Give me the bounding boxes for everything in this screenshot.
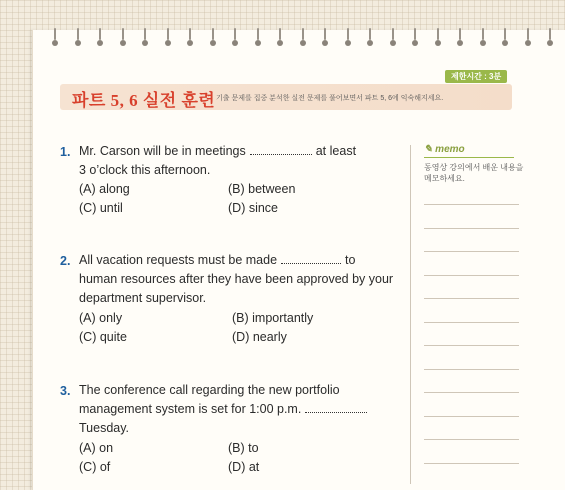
answer-blank (305, 401, 367, 413)
binder-hole (210, 40, 216, 46)
question-3-text: The conference call regarding the new portfolio management system is set for 1:00 p.m. Tuesday. (79, 381, 371, 438)
question-number: 2. (60, 254, 71, 268)
binder-ring (392, 28, 394, 40)
part-description: 기출 문제를 집중 분석한 실전 문제를 풀어보면서 파트 5, 6에 익숙해지세요. (216, 95, 444, 102)
binder-ring (257, 28, 259, 40)
binder-ring (369, 28, 371, 40)
binder-hole (165, 40, 171, 46)
option-b[interactable]: (B) to (228, 441, 259, 455)
memo-line[interactable] (424, 439, 519, 440)
binder-ring (99, 28, 101, 40)
memo-title: ✎ memo (424, 144, 465, 155)
binder-hole (232, 40, 238, 46)
binder-ring (54, 28, 56, 40)
memo-title-underline (424, 157, 514, 158)
memo-line[interactable] (424, 204, 519, 205)
pencil-icon: ✎ (424, 144, 433, 155)
binder-ring (77, 28, 79, 40)
binder-ring (144, 28, 146, 40)
option-a[interactable]: (A) only (79, 311, 123, 325)
memo-description: 동영상 강의에서 배운 내용을 메모하세요. (424, 163, 524, 183)
binder-hole (390, 40, 396, 46)
memo-line[interactable] (424, 416, 519, 417)
memo-divider (410, 145, 411, 484)
option-c[interactable]: (C) until (79, 201, 123, 215)
memo-line[interactable] (424, 251, 519, 252)
binder-hole (502, 40, 508, 46)
binder-ring (549, 28, 551, 40)
binder-hole (52, 40, 58, 46)
binder-ring (302, 28, 304, 40)
binder-rings (0, 0, 565, 50)
binder-hole (525, 40, 531, 46)
binder-ring (414, 28, 416, 40)
binder-hole (142, 40, 148, 46)
binder-ring (504, 28, 506, 40)
binder-ring (122, 28, 124, 40)
binder-ring (234, 28, 236, 40)
option-d[interactable]: (D) since (228, 201, 279, 215)
binder-hole (547, 40, 553, 46)
binder-ring (459, 28, 461, 40)
binder-hole (255, 40, 261, 46)
option-b[interactable]: (B) between (228, 182, 296, 196)
option-a[interactable]: (A) on (79, 441, 114, 455)
binder-hole (120, 40, 126, 46)
memo-line[interactable] (424, 228, 519, 229)
part-title: 파트 5, 6 실전 훈련 (72, 91, 216, 110)
binder-hole (187, 40, 193, 46)
binder-ring (279, 28, 281, 40)
binder-hole (277, 40, 283, 46)
memo-line[interactable] (424, 345, 519, 346)
answer-blank (281, 252, 341, 264)
binder-ring (189, 28, 191, 40)
binder-ring (482, 28, 484, 40)
binder-hole (480, 40, 486, 46)
option-d[interactable]: (D) nearly (232, 330, 287, 344)
memo-line[interactable] (424, 463, 519, 464)
binder-ring (212, 28, 214, 40)
option-c[interactable]: (C) of (79, 460, 111, 474)
binder-hole (457, 40, 463, 46)
binder-ring (324, 28, 326, 40)
memo-line[interactable] (424, 298, 519, 299)
option-d[interactable]: (D) at (228, 460, 260, 474)
option-b[interactable]: (B) importantly (232, 311, 314, 325)
binder-ring (437, 28, 439, 40)
binder-hole (412, 40, 418, 46)
option-a[interactable]: (A) along (79, 182, 130, 196)
binder-hole (97, 40, 103, 46)
binder-hole (367, 40, 373, 46)
binder-hole (300, 40, 306, 46)
question-2-text: All vacation requests must be made to human resources after they have been approved by your department supervisor. (79, 253, 394, 305)
binder-hole (322, 40, 328, 46)
option-c[interactable]: (C) quite (79, 330, 127, 344)
time-limit-badge: 제한시간 : 3분 (445, 70, 507, 83)
memo-line[interactable] (424, 322, 519, 323)
memo-line[interactable] (424, 369, 519, 370)
question-1-text: Mr. Carson will be in meetings at least 3 o’clock this afternoon. (79, 144, 357, 177)
binder-ring (527, 28, 529, 40)
memo-line[interactable] (424, 392, 519, 393)
answer-blank (250, 143, 312, 155)
binder-hole (75, 40, 81, 46)
binder-hole (345, 40, 351, 46)
binder-ring (167, 28, 169, 40)
binder-hole (435, 40, 441, 46)
memo-line[interactable] (424, 275, 519, 276)
binder-ring (347, 28, 349, 40)
question-number: 1. (60, 145, 71, 159)
question-number: 3. (60, 384, 71, 398)
